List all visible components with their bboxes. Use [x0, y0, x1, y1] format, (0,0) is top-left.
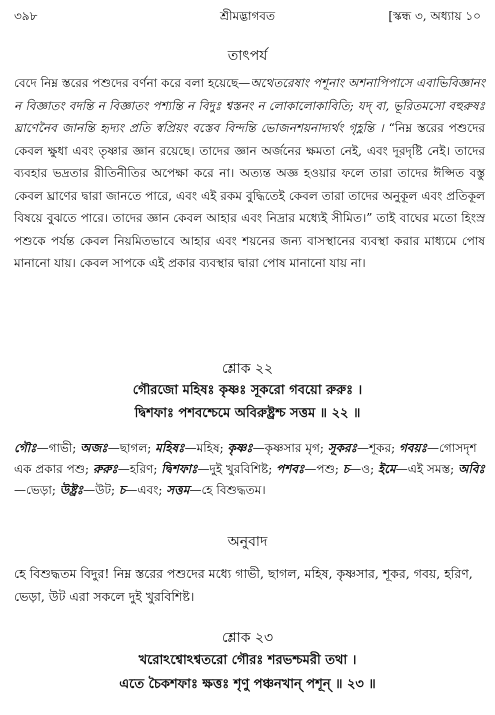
synonym-term: দ্বিশফাঃ: [161, 462, 198, 476]
synonym-meaning: গাভী;: [48, 441, 77, 455]
synonym-meaning: এবং;: [137, 483, 163, 497]
translation-heading: অনুবাদ: [227, 534, 268, 550]
synonym-term: উষ্ট্রঃ: [59, 483, 84, 497]
synonym-term: গৌঃ: [14, 441, 37, 455]
synonym-term: রুরুঃ: [92, 462, 118, 476]
page-header: [14, 8, 481, 28]
synonym-meaning: পশু;: [316, 462, 339, 476]
book-title: শ্রীমদ্ভাগবত: [219, 9, 275, 23]
synonym-term: অবিঃ: [458, 462, 485, 476]
synonym-meaning: ছাগল;: [119, 441, 152, 455]
synonym-meaning: হরিণ;: [129, 462, 158, 476]
verse-23-heading: শ্লোক ২৩: [221, 630, 274, 646]
verse-22-line-2: দ্বিশফাঃ পশবশ্চেমে অবিরুষ্ট্রশ্চ সত্তম ॥ ২২ ॥: [134, 406, 361, 421]
purport-intro: বেদে নিম্ন স্তরের পশুদের বর্ণনা করে বলা হয়েছে—: [14, 76, 251, 90]
chapter-reference: [স্কন্ধ ৩, অধ্যায় ১০: [388, 9, 481, 23]
verse-22-synonyms: গৌঃ—গাভী; অজঃ—ছাগল; মহিষঃ—মহিষ; কৃষ্ণঃ—কৃষ্ণসার মৃগ; সূকরঃ—শূকর; গবয়ঃ—গোসদৃশ এক প্রকার পশু; রুরুঃ—হরিণ; দ্বিশফাঃ—দুই খুরবিশিষ্ট; পশবঃ—পশু; চ—ও; ইমে—এই সমস্ত; অবিঃ—ভেড়া; উষ্ট্রঃ—উট; চ—এবং; সত্তম—হে বিশুদ্ধতম।: [14, 441, 485, 497]
synonym-meaning: দুই খুরবিশিষ্ট;: [209, 462, 273, 476]
synonym-meaning: এই সমস্ত;: [407, 462, 455, 476]
synonym-meaning: ও;: [361, 462, 375, 476]
verse-23-line-2: এতে চৈকশফাঃ ক্ষত্তঃ শৃণু পঞ্চনখান্ পশূন্ ॥ ২৩ ॥: [119, 677, 376, 692]
synonym-meaning: উট;: [95, 483, 116, 497]
purport-vedic-quote: অথেতরেষাং পশূনাং অশনাপিপাসে এবাভিবিজ্ঞানং ন বিজ্ঞাতং বদন্তি ন বিজ্ঞাতং পশ্যন্তি ন বিদুঃ শ্বস্তনং ন লোকালোকাবিতি; যদ্ বা, ভূরিতমসো বহুরুষঃ ঘ্রাণেনৈব জানন্তি হৃদ্যং প্রতি স্বপ্রিয়ং বস্তেব বিন্দন্তি ভোজনশয়নাদ্যর্থং গৃহ্ণন্তি ।: [14, 76, 486, 135]
synonym-meaning: ভেড়া;: [26, 483, 56, 497]
purport-text: [14, 72, 485, 275]
synonym-term: মহিষঃ: [155, 441, 185, 455]
synonym-term: কৃষ্ণঃ: [227, 441, 253, 455]
verse-22-translation: হে বিশুদ্ধতম বিদুর! নিম্ন স্তরের পশুদের মধ্যে গাভী, ছাগল, মহিষ, কৃষ্ণসার, শূকর, গবয়, হরিণ, ভেড়া, উট এরা সকলে দুই খুরবিশিষ্ট।: [14, 566, 473, 604]
verse-23-line-1: খরোঽশ্বোঽশ্বতরো গৌরঃ শরভশ্চমরী তথা ।: [138, 653, 357, 668]
synonym-term: চ: [118, 483, 126, 497]
synonym-meaning: শূকর;: [369, 441, 396, 455]
synonym-term: অজঃ: [80, 441, 108, 455]
synonym-term: গবয়ঃ: [399, 441, 428, 455]
synonym-meaning: হে বিশুদ্ধতম।: [201, 483, 266, 497]
synonym-term: পশবঃ: [276, 462, 305, 476]
synonym-term: ইমে: [377, 462, 396, 476]
verse-22-heading: শ্লোক ২২: [221, 361, 274, 377]
page-number: ৩৯৮: [14, 9, 38, 23]
synonym-term: সত্তম: [166, 483, 190, 497]
synonym-term: সূকরঃ: [327, 441, 358, 455]
purport-body: “নিম্ন স্তরের পশুদের কেবল ক্ষুধা এবং তৃষ্ণার জ্ঞান রয়েছে। তাদের জ্ঞান অর্জনের ক্ষমতা নেই, এবং দূরদৃষ্টি নেই। তাদের ব্যবহার ভদ্রতার রীতিনীতির অপেক্ষা করে না। অত্যন্ত অজ্ঞ হওয়ার ফলে তারা তাদের ঈপ্সিত বস্তু কেবল ঘ্রাণের দ্বারা জানতে পারে, এবং এই রকম বুদ্ধিতেই কেবল তারা তাদের অনুকূল এবং প্রতিকূল বিষয়ে বুঝতে পারে। তাদের জ্ঞান কেবল আহার এবং নিদ্রার মধ্যেই সীমিত।” তাই বাঘের মতো হিংস্র পশুকে পর্যন্ত কেবল নিয়মিতভাবে আহার এবং শয়নের জন্য বাসস্থানের ব্যবস্থা করার মাধ্যমে পোষ মানানো যায়। কেবল সাপকে এই প্রকার ব্যবস্থার দ্বারা পোষ মানানো যায় না।: [14, 121, 485, 270]
purport-heading: তাৎপর্য: [227, 48, 268, 64]
synonym-meaning: মহিষ;: [196, 441, 224, 455]
synonym-term: চ: [342, 462, 350, 476]
synonym-meaning: কৃষ্ণসার মৃগ;: [264, 441, 324, 455]
verse-22-line-1: গৌরজো মহিষঃ কৃষ্ণঃ সূকরো গবয়ো রুরুঃ ।: [132, 383, 363, 398]
synonym-meaning: গোসদৃশ এক প্রকার পশু;: [14, 441, 477, 476]
